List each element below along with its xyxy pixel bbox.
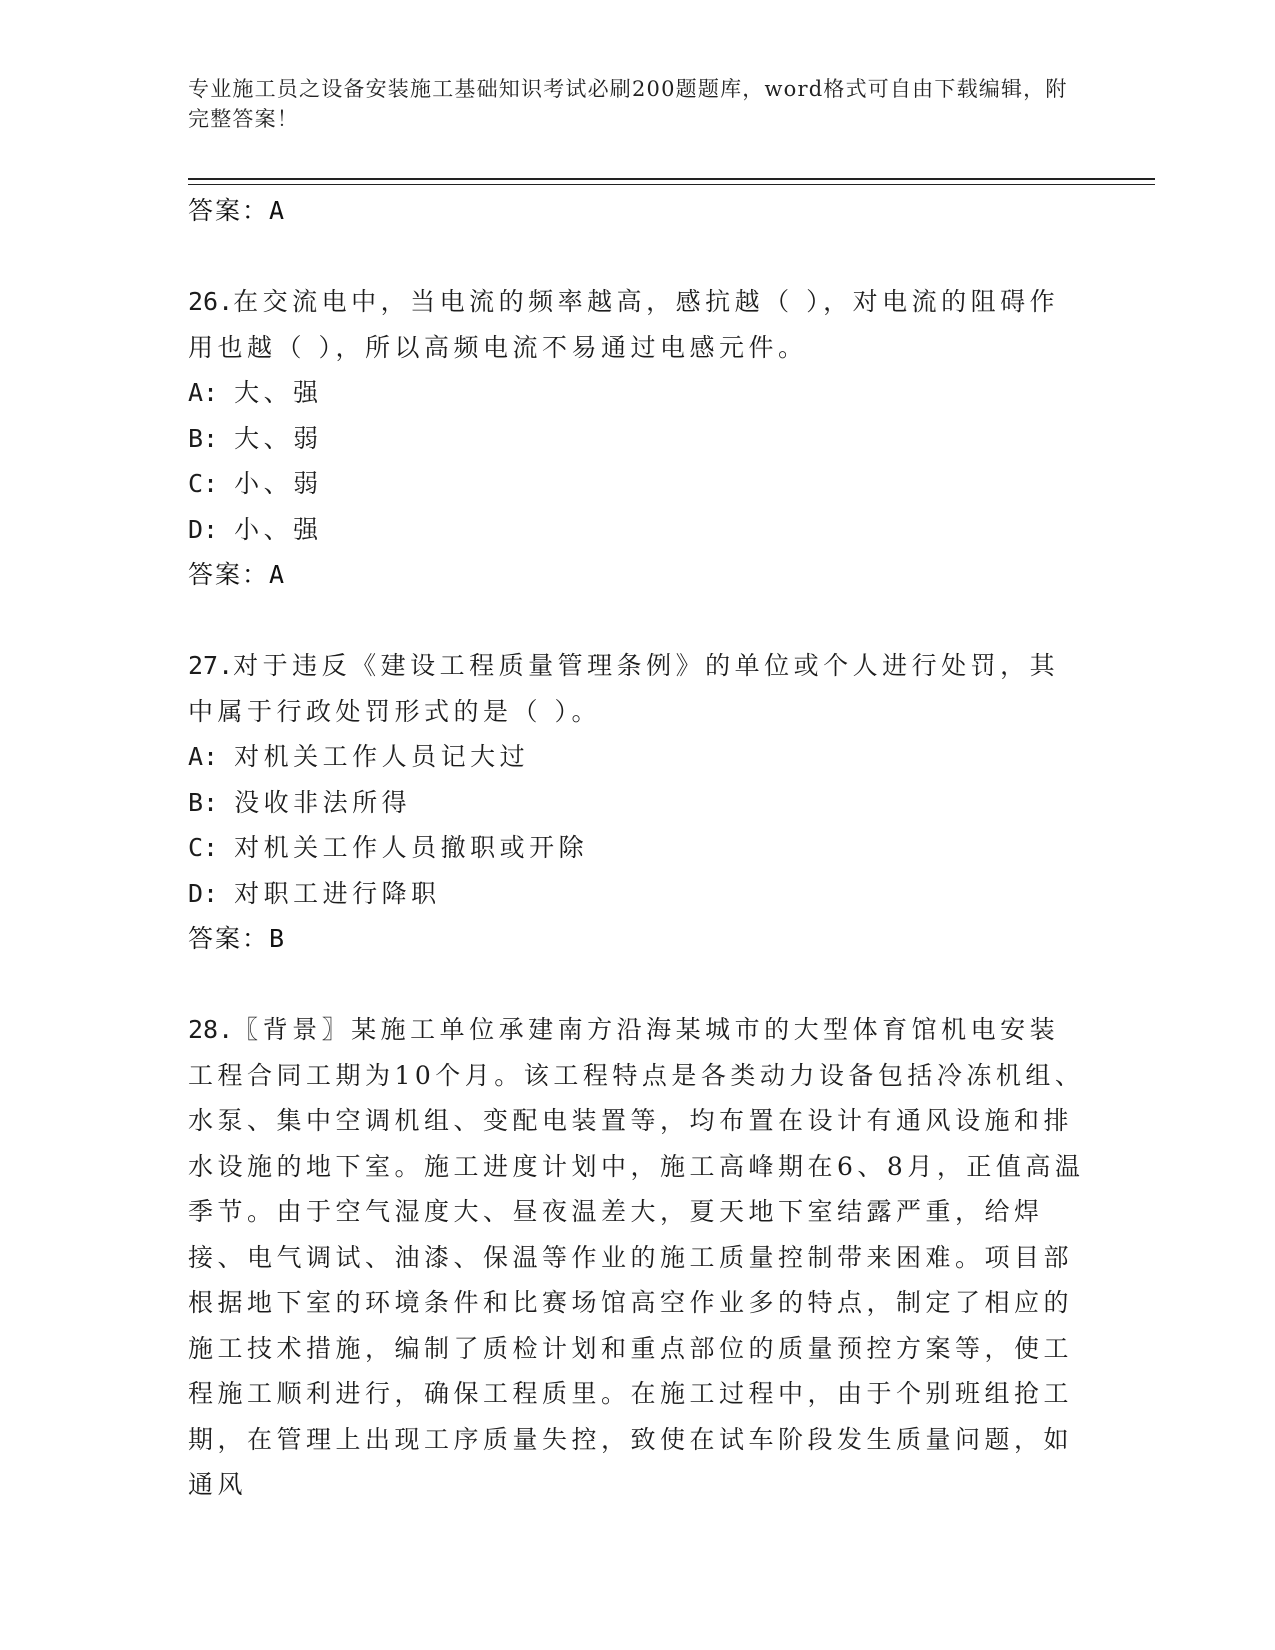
option-key: D: <box>188 514 219 544</box>
option-key: B: <box>188 787 219 817</box>
option-key: B: <box>188 423 219 453</box>
answer-label: 答案： <box>188 924 270 953</box>
option-text: 对机关工作人员撤职或开除 <box>234 833 589 862</box>
answer-label: 答案： <box>188 560 270 589</box>
option-text: 大、强 <box>234 378 323 407</box>
option-key: C: <box>188 833 219 862</box>
option-key: D: <box>188 878 219 908</box>
question-text <box>188 1007 1088 1508</box>
answer-label: 答案： <box>188 196 270 225</box>
answer-value: A <box>269 560 287 589</box>
option-a <box>188 734 1088 780</box>
option-list <box>188 734 1088 916</box>
option-d <box>188 871 1088 917</box>
option-text: 小、强 <box>234 514 323 544</box>
question-text <box>188 643 1088 734</box>
answer-line <box>188 552 1088 598</box>
question-26 <box>188 279 1088 598</box>
option-text: 对职工进行降职 <box>234 878 441 908</box>
question-number: 28. <box>188 1015 234 1044</box>
option-b <box>188 416 1088 462</box>
answer-value: A <box>269 196 287 225</box>
option-a <box>188 370 1088 416</box>
question-stem: 〖背景〗某施工单位承建南方沿海某城市的大型体育馆机电安装工程合同工期为10个月。该工程特点是各类动力设备包括冷冻机组、水泵、集中空调机组、变配电装置等，均布置在设计有通风设施和排水设施的地下室。施工进度计划中，施工高峰期在6、8月，正值高温季节。由于空气湿度大、昼夜温差大，夏天地下室结露严重，给焊接、电气调试、油漆、保温等作业的施工质量控制带来困难。项目部根据地下室的环境条件和比赛场馆高空作业多的特点，制定了相应的施工技术措施，编制了质检计划和重点部位的质量预控方案等，使工程施工顺利进行，确保工程质里。在施工过程中，由于个别班组抢工期，在管理上出现工序质量失控，致使在试车阶段发生质量问题，如通风 <box>188 1015 1085 1499</box>
question-27 <box>188 643 1088 962</box>
document-body <box>188 188 1088 1508</box>
option-text: 没收非法所得 <box>234 787 412 817</box>
question-stem: 在交流电中，当电流的频率越高，感抗越（ ），对电流的阻碍作用也越（ ），所以高频电流不易通过电感元件。 <box>188 287 1060 362</box>
answer-value: B <box>269 924 287 953</box>
header-divider-thin <box>188 184 1155 185</box>
option-list <box>188 370 1088 552</box>
option-key: C: <box>188 469 219 498</box>
question-number: 27. <box>188 651 234 680</box>
option-text: 对机关工作人员记大过 <box>234 742 530 771</box>
option-key: A: <box>188 378 219 407</box>
answer-line <box>188 916 1088 962</box>
option-text: 大、弱 <box>234 423 323 453</box>
option-c <box>188 825 1088 871</box>
option-b <box>188 780 1088 826</box>
question-stem: 对于违反《建设工程质量管理条例》的单位或个人进行处罚，其中属于行政处罚形式的是（ ）。 <box>188 651 1060 726</box>
question-28 <box>188 1007 1088 1508</box>
question-text <box>188 279 1088 370</box>
option-c <box>188 461 1088 507</box>
header-divider-thick <box>188 178 1155 180</box>
page-header: 专业施工员之设备安装施工基础知识考试必刷200题题库，word格式可自由下载编辑，附完整答案！ <box>188 77 1068 131</box>
question-number: 26. <box>188 287 234 316</box>
option-text: 小、弱 <box>234 469 323 498</box>
option-key: A: <box>188 742 219 771</box>
answer-line <box>188 188 1088 234</box>
option-d <box>188 507 1088 553</box>
